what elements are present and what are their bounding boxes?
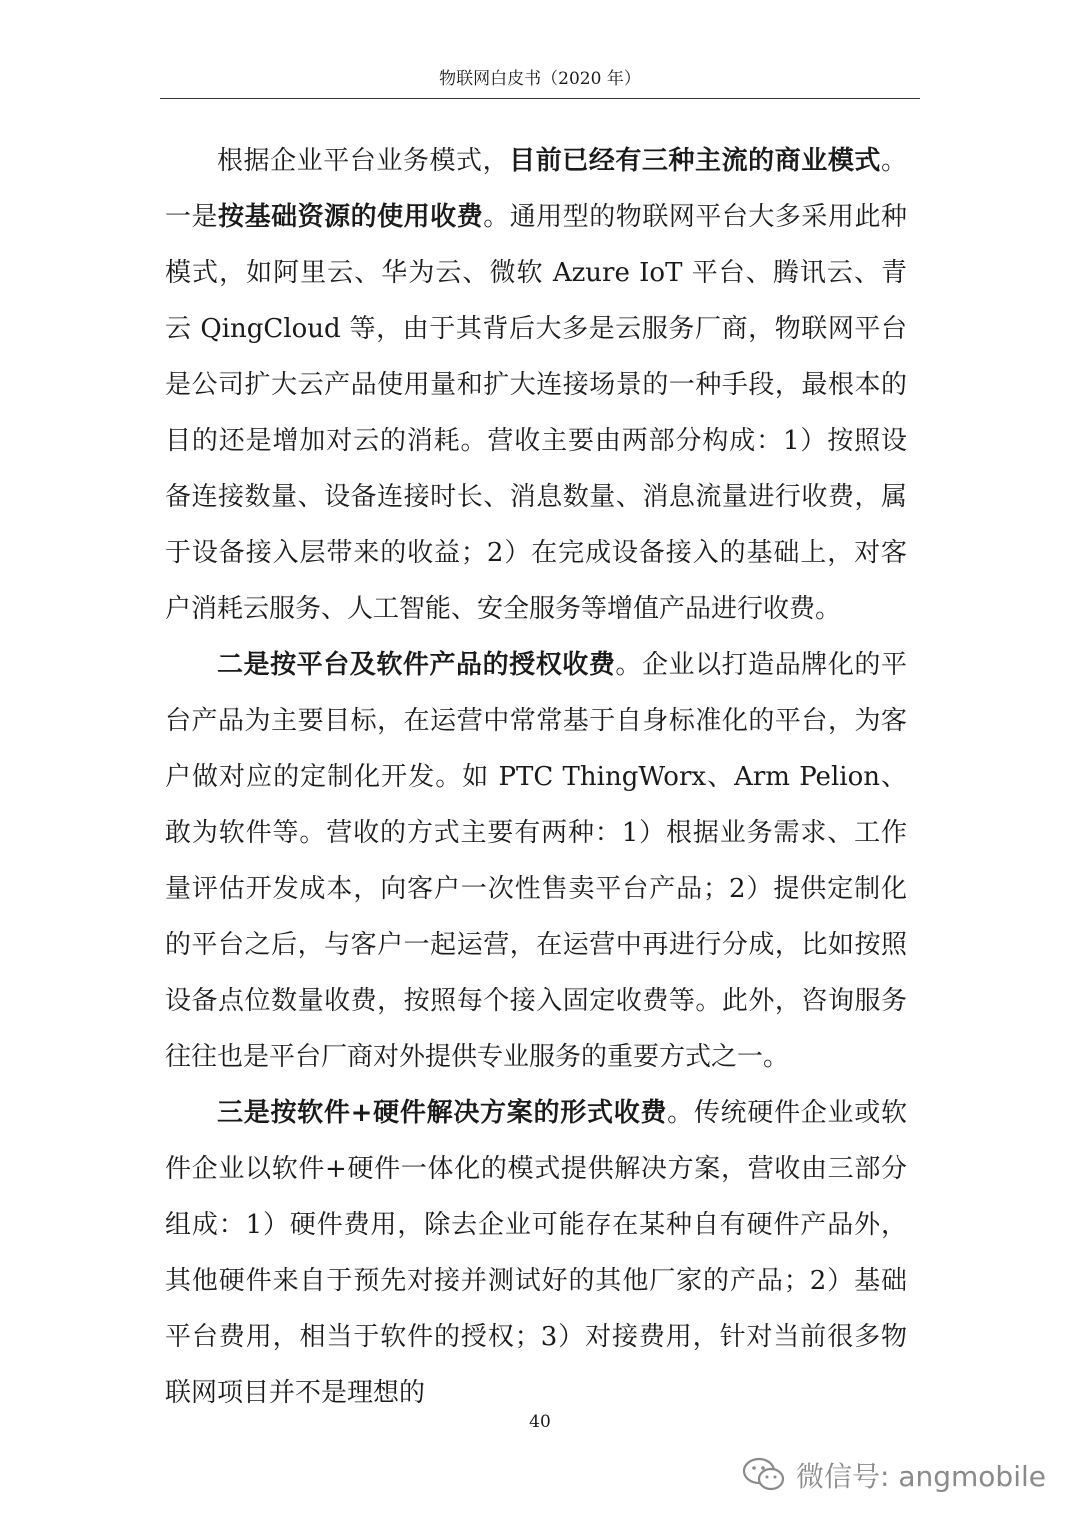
bold-phrase: 目前已经有三种主流的商业模式 [509, 146, 881, 176]
paragraph-text: 。企业以打造品牌化的平台产品为主要目标，在运营中常常基于自身标准化的平台，为客户做对应的定制化开发。如 PTC ThingWorx、Arm Pelion、敢为软件等。营收的方式主要有两种：1）根据业务需求、工作量评估开发成本，向客户一次性售卖平台产品；2）提供定制化的平台之后，与客户一起运营，在运营中再进行分成，比如按照设备点位数量收费，按照每个接入固定收费等。此外，咨询服务往往也是平台厂商对外提供专业服务的重要方式之一。 [165, 650, 907, 1072]
bold-phrase: 三是按软件+硬件解决方案的形式收费 [217, 1098, 668, 1128]
paragraph-text: 。一是 [165, 146, 907, 232]
paragraph-text: 。通用型的物联网平台大多采用此种模式，如阿里云、华为云、微软 Azure IoT 平台、腾讯云、青云 QingCloud 等，由于其背后大多是云服务厂商，物联网平台是公司扩大云产品使用量和扩大连接场景的一种手段，最根本的目的还是增加对云的消耗。营收主要由两部分构成：1）按照设备连接数量、设备连接时长、消息数量、消息流量进行收费，属于设备接入层带来的收益；2）在完成设备接入的基础上，对客户消耗云服务、人工智能、安全服务等增值产品进行收费。 [165, 202, 907, 624]
page-number: 40 [529, 1412, 551, 1432]
paragraph-text: 。传统硬件企业或软件企业以软件+硬件一体化的模式提供解决方案，营收由三部分组成：1）硬件费用，除去企业可能存在某种自有硬件产品外，其他硬件来自于预先对接并测试好的其他厂家的产品；2）基础平台费用，相当于软件的授权；3）对接费用，针对当前很多物联网项目并不是理想的 [165, 1098, 907, 1408]
watermark [740, 1455, 1046, 1495]
bold-phrase: 按基础资源的使用收费 [218, 202, 484, 232]
paragraph-2 [165, 637, 907, 1085]
wechat-icon [740, 1455, 788, 1495]
page-header [160, 66, 920, 99]
paragraph-text: 根据企业平台业务模式， [217, 146, 510, 176]
document-body [165, 133, 907, 1421]
watermark-text: 微信号: angmobile [796, 1460, 1046, 1493]
bold-phrase: 二是按平台及软件产品的授权收费 [217, 650, 616, 680]
header-title: 物联网白皮书（2020 年） [439, 69, 641, 89]
paragraph-3 [165, 1085, 907, 1421]
paragraph-1 [165, 133, 907, 637]
